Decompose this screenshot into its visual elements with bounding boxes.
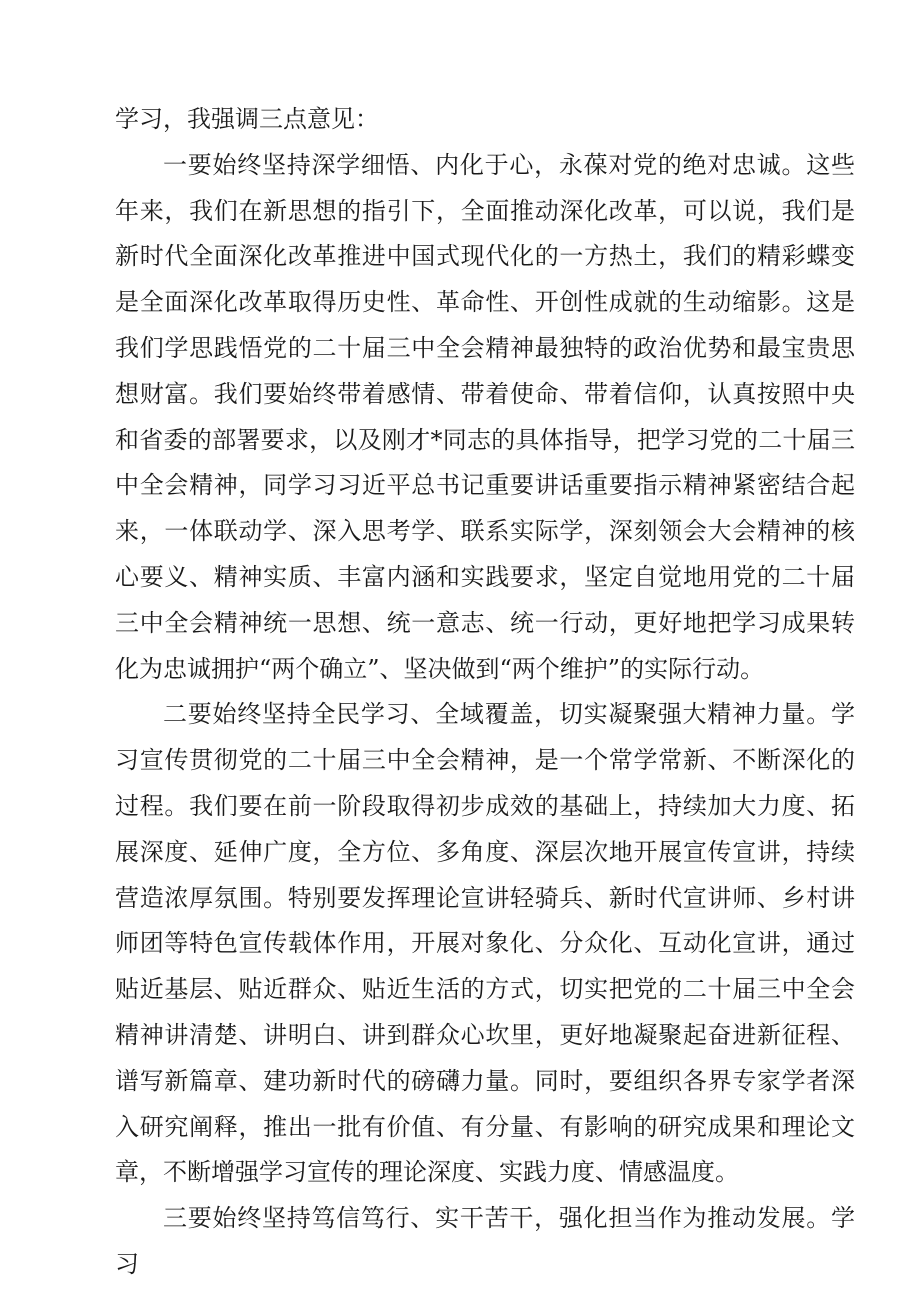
paragraph-point-two: 二要始终坚持全民学习、全域覆盖，切实凝聚强大精神力量。学习宣传贯彻党的二十届三中全会精神，是一个常学常新、不断深化的过程。我们要在前一阶段取得初步成效的基础上，持续加大力度、拓展深度、延伸广度，全方位、多角度、深层次地开展宣传宣讲，持续营造浓厚氛围。特别要发挥理论宣讲轻骑兵、新时代宣讲师、乡村讲师团等特色宣传载体作用，开展对象化、分众化、互动化宣讲，通过贴近基层、贴近群众、贴近生活的方式，切实把党的二十届三中全会精神讲清楚、讲明白、讲到群众心坎里，更好地凝聚起奋进新征程、谱写新篇章、建功新时代的磅礴力量。同时，要组织各界专家学者深入研究阐释，推出一批有价值、有分量、有影响的研究成果和理论文章，不断增强学习宣传的理论深度、实践力度、情感温度。 (115, 700, 855, 1187)
paragraph-point-one: 一要始终坚持深学细悟、内化于心，永葆对党的绝对忠诚。这些年来，我们在新思想的指引下，全面推动深化改革，可以说，我们是新时代全面深化改革推进中国式现代化的一方热土，我们的精彩蝶变是全面深化改革取得历史性、革命性、开创性成就的生动缩影。这是我们学思践悟党的二十届三中全会精神最独特的政治优势和最宝贵思想财富。我们要始终带着感情、带着使命、带着信仰，认真按照中央和省委的部署要求，以及刚才*同志的具体指导，把学习党的二十届三中全会精神，同学习习近平总书记重要讲话重要指示精神紧密结合起来，一体联动学、深入思考学、联系实际学，深刻领会大会精神的核心要义、精神实质、丰富内涵和实践要求，坚定自觉地用党的二十届三中全会精神统一思想、统一意志、统一行动，更好地把学习成果转化为忠诚拥护“两个确立”、坚决做到“两个维护”的实际行动。 (115, 150, 855, 683)
paragraph-intro-continuation: 学习，我强调三点意见： (115, 105, 379, 133)
document-body (115, 97, 855, 1288)
paragraph-point-three: 三要始终坚持笃信笃行、实干苦干，强化担当作为推动发展。学习 (115, 1204, 855, 1278)
